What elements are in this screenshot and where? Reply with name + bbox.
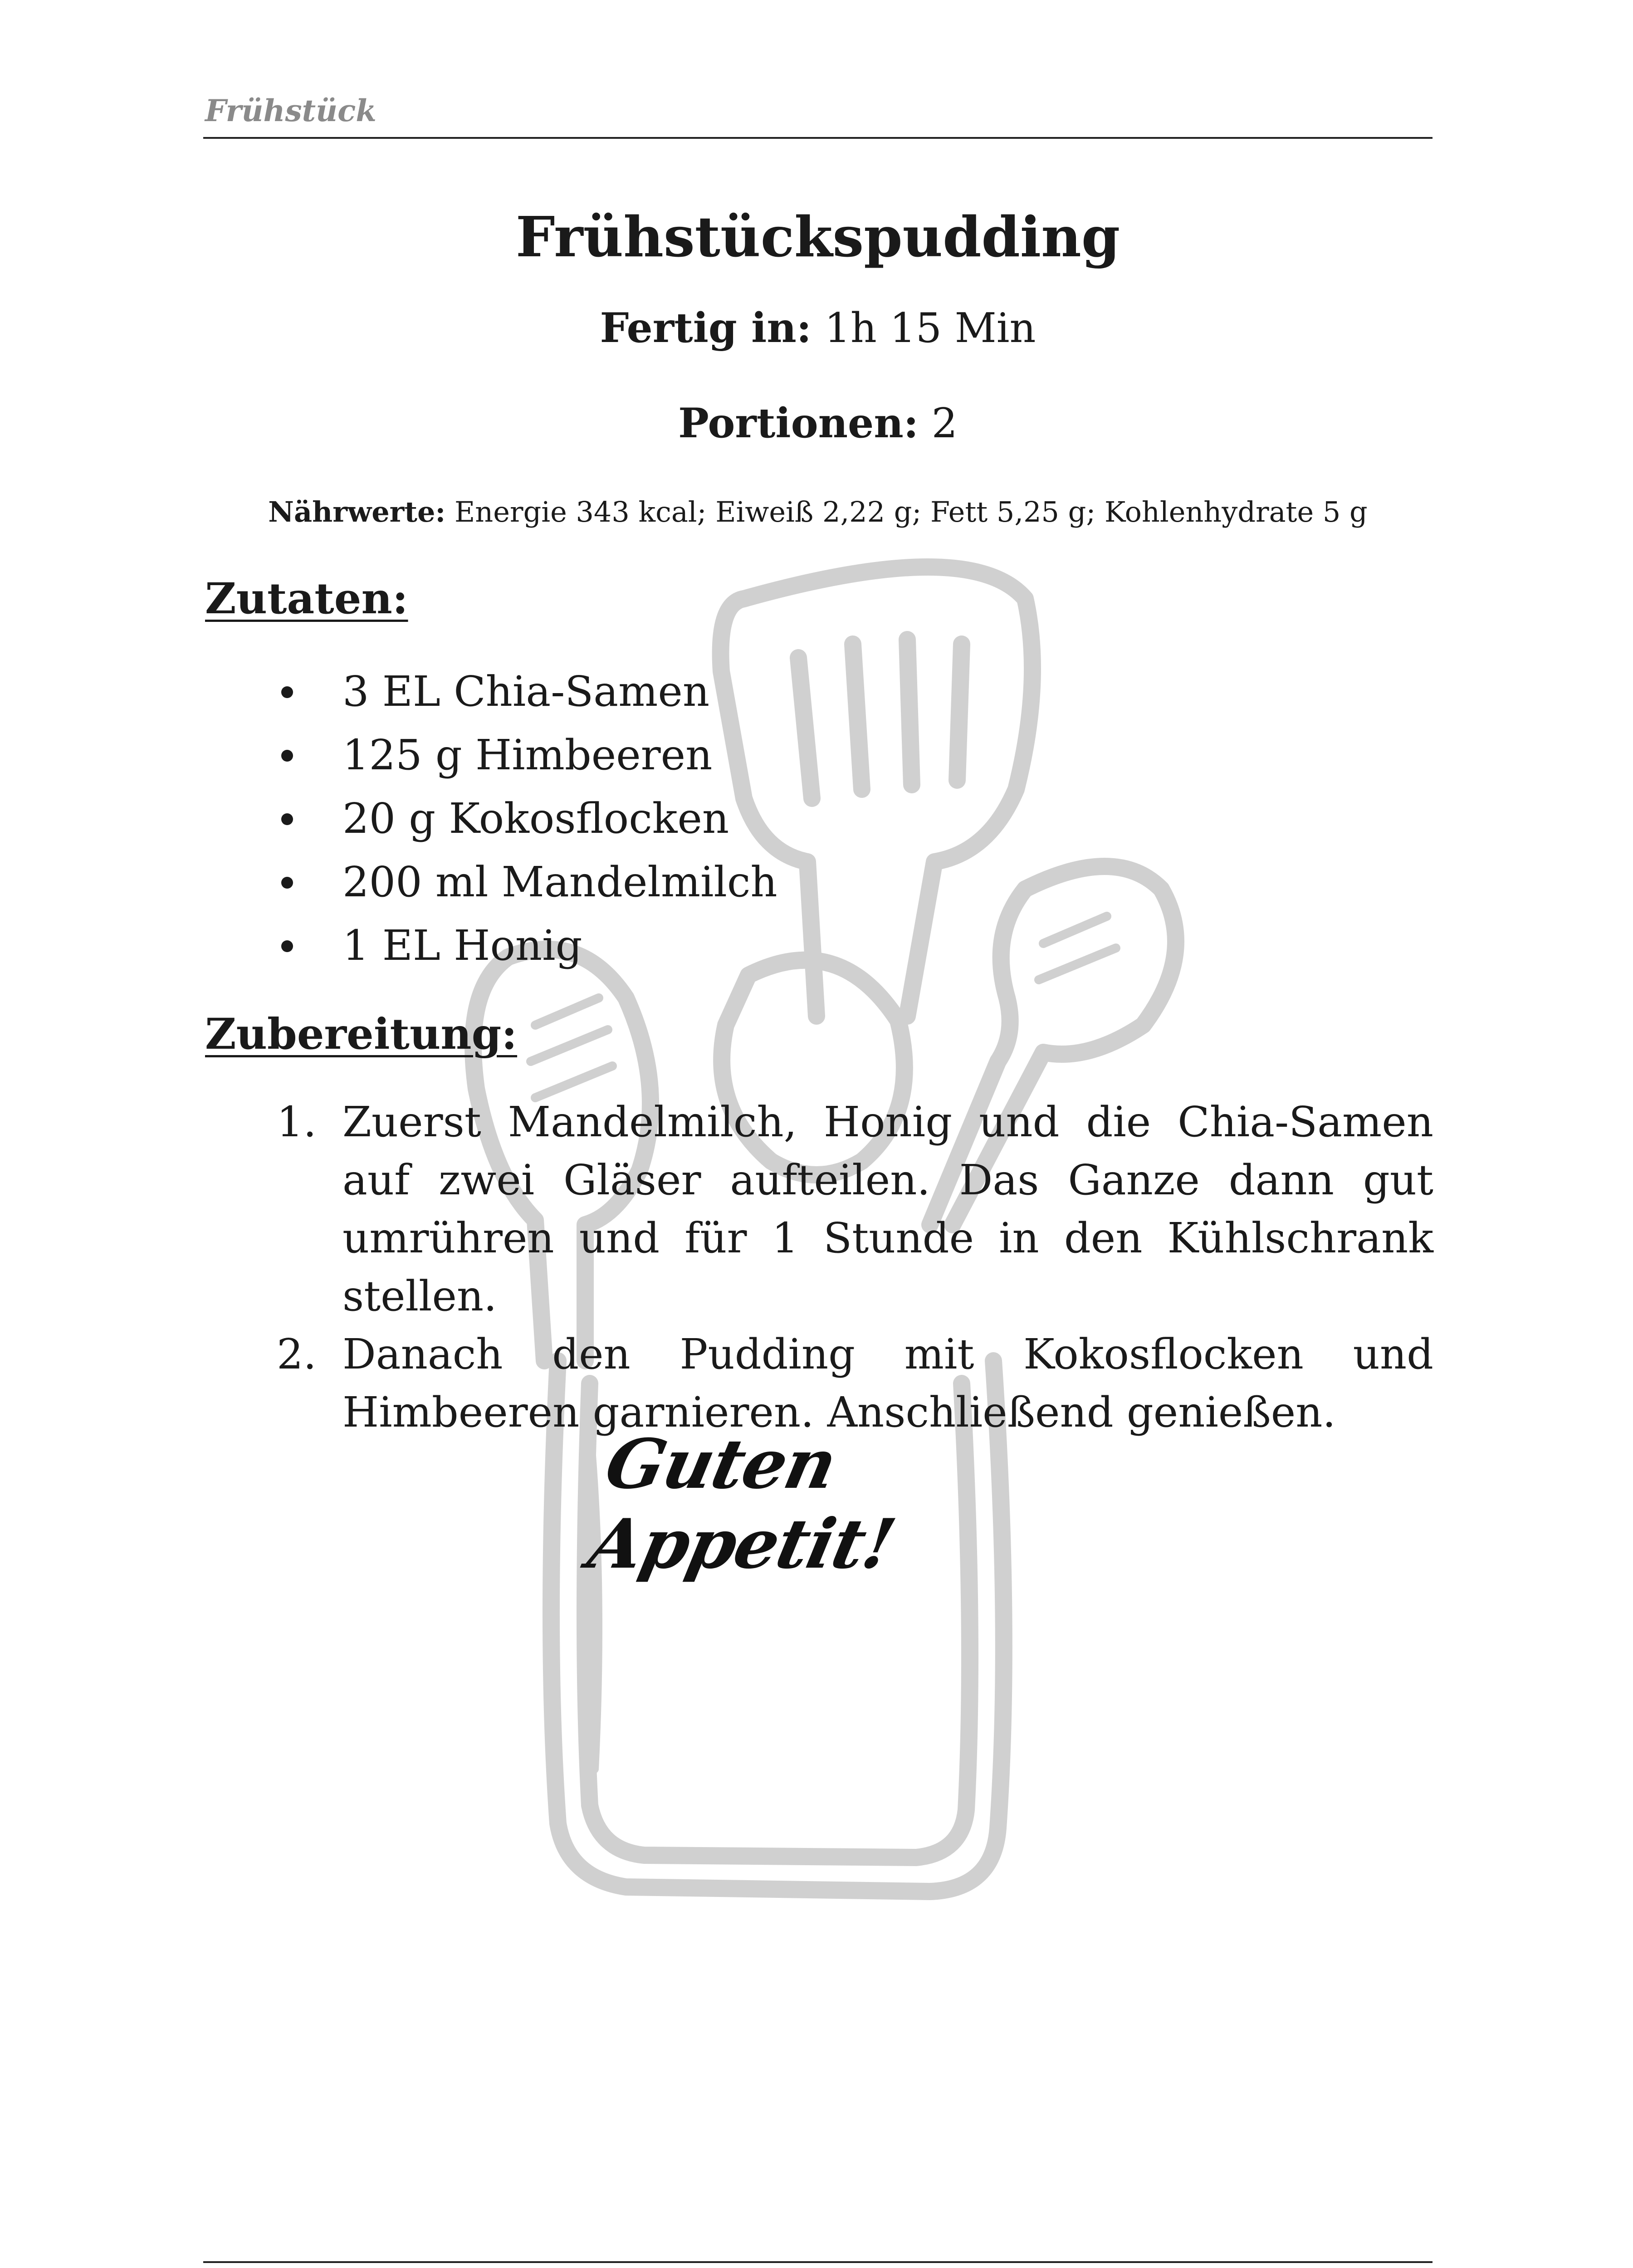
- list-item: [272, 914, 1406, 978]
- step-text: Zuerst Mandelmilch, Honig und die Chia-Samen auf zwei Gläser aufteilen. Das Ganze dann gut umrühren und für 1 Stunde in den Kühlschrank stellen.: [342, 1098, 1433, 1320]
- ingredient-text: 3 EL Chia-Samen: [342, 667, 710, 716]
- recipe-title: Frühstückspudding: [515, 204, 1120, 269]
- ingredient-text: 1 EL Honig: [342, 921, 582, 970]
- closing-text: Guten Appetit!: [582, 1424, 901, 1584]
- list-item: [272, 723, 1406, 787]
- list-item: [272, 660, 1406, 723]
- servings-label: Portionen:: [678, 399, 919, 447]
- servings: [203, 399, 1433, 447]
- ingredient-text: 125 g Himbeeren: [342, 731, 713, 779]
- bullet-icon: [281, 813, 293, 825]
- preparation-heading: Zubereitung:: [205, 1009, 518, 1059]
- bullet-icon: [281, 877, 293, 889]
- ingredient-list: [272, 660, 1406, 978]
- running-header: Frühstück: [205, 93, 376, 128]
- bullet-icon: [281, 940, 293, 952]
- footer-rule: [203, 2261, 1433, 2263]
- step-list: [272, 1093, 1433, 1442]
- ingredients-heading: Zutaten:: [205, 574, 408, 624]
- nutrition-label: Nährwerte:: [268, 495, 446, 528]
- closing-greeting: [582, 1424, 1052, 1584]
- ready-time: [203, 304, 1433, 352]
- step-number: 1.: [277, 1098, 317, 1146]
- step-text: Danach den Pudding mit Kokosflocken und Himbeeren garnieren. Anschließend genießen.: [342, 1330, 1433, 1437]
- servings-value: 2: [931, 400, 958, 447]
- step-number: 2.: [277, 1330, 317, 1378]
- nutrition-value: Energie 343 kcal; Eiweiß 2,22 g; Fett 5,25 g; Kohlenhydrate 5 g: [455, 495, 1368, 528]
- ready-value: 1h 15 Min: [824, 304, 1036, 352]
- ingredient-text: 200 ml Mandelmilch: [342, 858, 777, 906]
- step-item: [272, 1093, 1433, 1325]
- ready-label: Fertig in:: [600, 304, 812, 352]
- ingredient-text: 20 g Kokosflocken: [342, 794, 729, 843]
- bullet-icon: [281, 750, 293, 762]
- list-item: [272, 787, 1406, 850]
- list-item: [272, 850, 1406, 914]
- bullet-icon: [281, 686, 293, 698]
- nutrition-info: [203, 495, 1433, 528]
